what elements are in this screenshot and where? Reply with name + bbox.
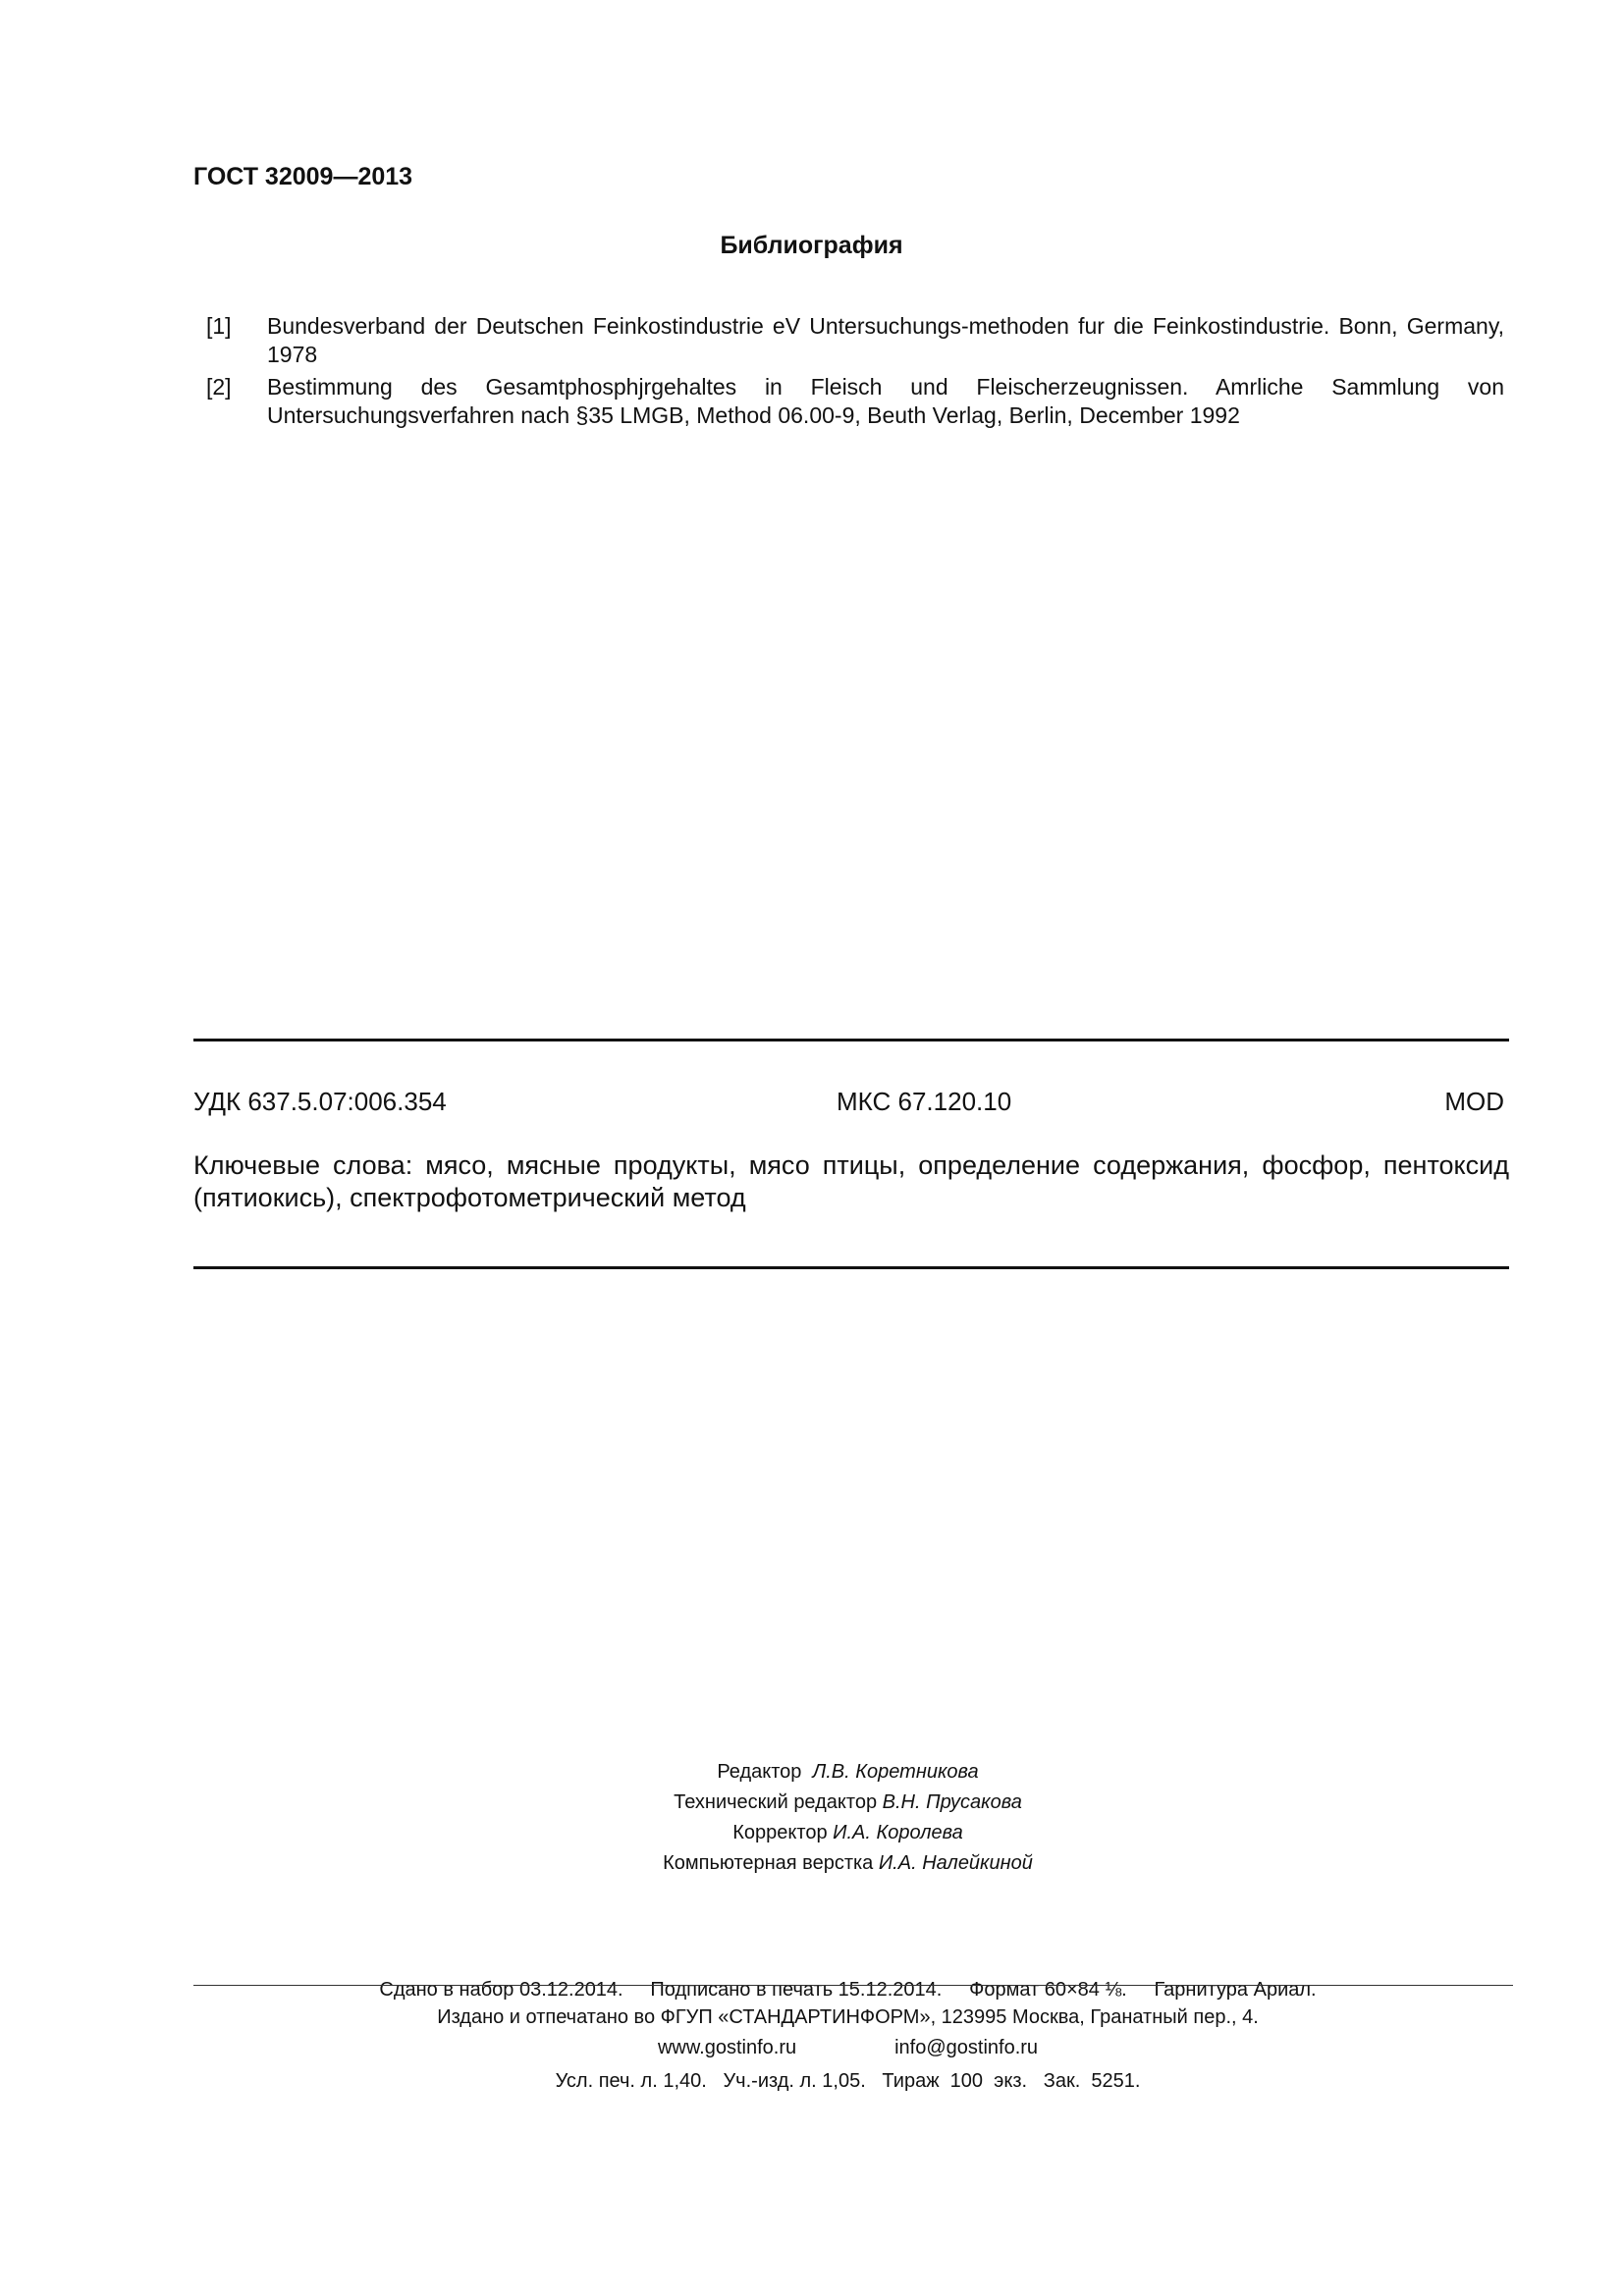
reference-number: [2] xyxy=(206,374,232,400)
editor-label: Редактор xyxy=(717,1761,802,1783)
mks-code: МКС 67.120.10 xyxy=(837,1087,1012,1116)
layout-label: Компьютерная верстка xyxy=(663,1852,874,1874)
reference-text: Bestimmung des Gesamtphosphjrgehaltes in Fleisch und Fleischerzeugnissen. Amrliche Sammlung von Untersuchungsverfahren nach §35 LMGB, Method 06.00-9, Beuth Verlag, Berlin, December 1992 xyxy=(267,374,1504,428)
reference-text: Bundesverband der Deutschen Feinkostindustrie eV Untersuchungs-methoden fur die Feinkostindustrie. Bonn, Germany, 1978 xyxy=(267,313,1504,367)
publication-dates: Сдано в набор 03.12.2014. Подписано в печать 15.12.2014. Формат 60×84 ⅛. Гарнитура Ариал. xyxy=(379,1979,1317,2001)
tech-editor-label: Технический редактор xyxy=(674,1791,878,1813)
bibliography-title: Библиография xyxy=(720,232,903,259)
mod-marker: MOD xyxy=(1444,1087,1504,1116)
footer-divider xyxy=(193,1985,1513,1986)
corrector-line xyxy=(0,1818,1623,1848)
udk-code: УДК 637.5.07:006.354 xyxy=(193,1087,447,1116)
publisher-info: Издано и отпечатано во ФГУП «СТАНДАРТИНФОРМ», 123995 Москва, Гранатный пер., 4. xyxy=(437,2006,1259,2028)
tech-editor-name: В.Н. Прусакова xyxy=(882,1791,1022,1813)
publisher-contacts xyxy=(0,2033,1623,2063)
bibliography-entry xyxy=(206,312,1504,369)
document-number: ГОСТ 32009—2013 xyxy=(193,163,413,190)
editor-line xyxy=(0,1757,1623,1788)
corrector-name: И.А. Королева xyxy=(833,1822,963,1843)
editorial-credits xyxy=(0,1757,1623,1879)
layout-name: И.А. Налейкиной xyxy=(878,1852,1033,1874)
editor-name: Л.В. Коретникова xyxy=(812,1761,979,1783)
corrector-label: Корректор xyxy=(732,1822,828,1843)
reference-number: [1] xyxy=(206,313,232,339)
bibliography-entry xyxy=(206,373,1504,430)
website-link[interactable]: www.gostinfo.ru xyxy=(657,2037,797,2058)
classification-row xyxy=(193,1087,1504,1118)
section-divider xyxy=(193,1266,1509,1269)
email-link[interactable]: info@gostinfo.ru xyxy=(894,2037,1039,2058)
layout-line xyxy=(0,1848,1623,1879)
publication-volume: Усл. печ. л. 1,40. Уч.-изд. л. 1,05. Тираж 100 экз. Зак. 5251. xyxy=(555,2070,1141,2092)
section-divider xyxy=(193,1039,1509,1041)
tech-editor-line xyxy=(0,1788,1623,1818)
keywords: Ключевые слова: мясо, мясные продукты, мясо птицы, определение содержания, фосфор, пентоксид (пятиокись), спектрофотометрический метод xyxy=(193,1150,1509,1212)
